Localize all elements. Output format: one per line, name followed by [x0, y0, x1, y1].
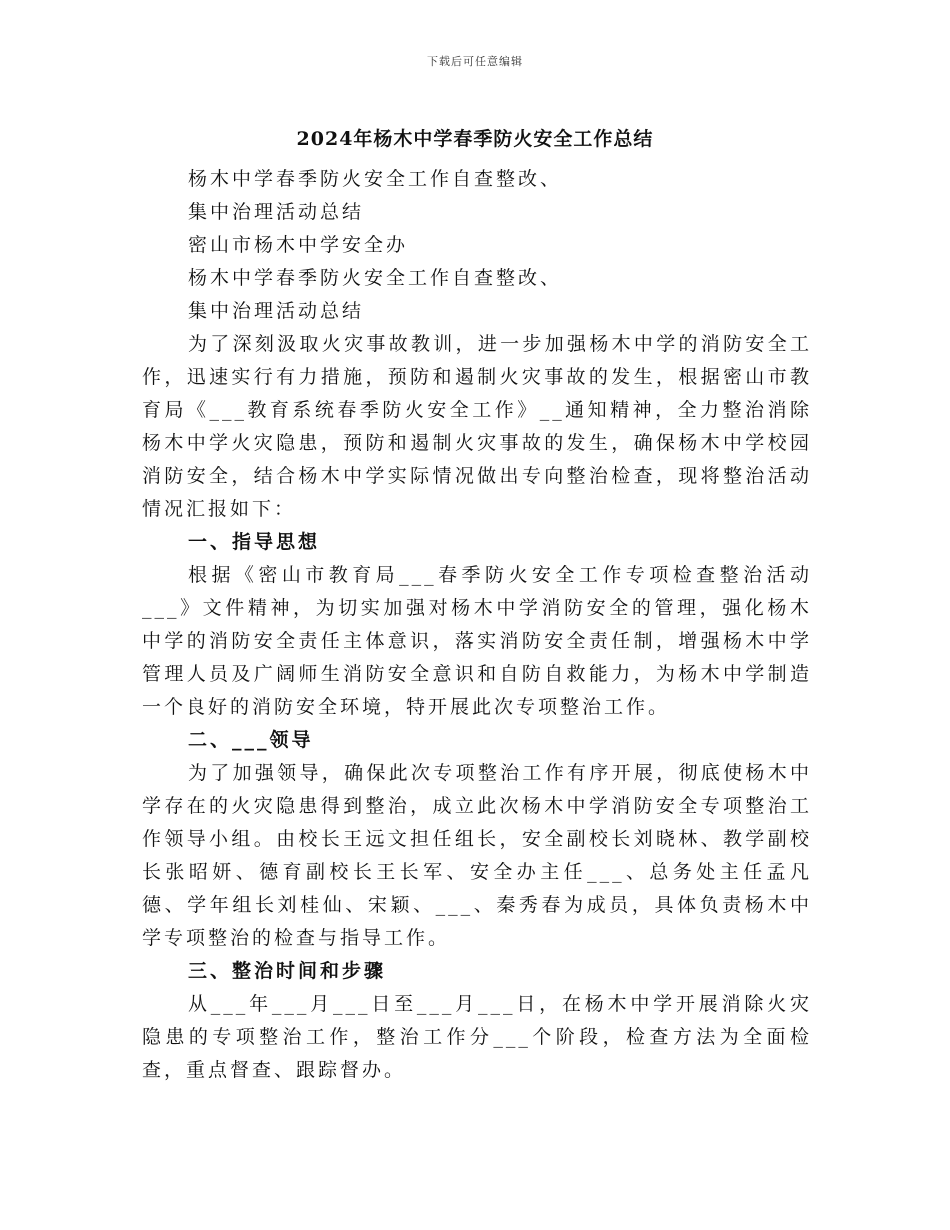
body-paragraph: 根据《密山市教育局___春季防火安全工作专项检查整治活动___》文件精神，为切实加强对杨木中学消防安全的管理，强化杨木中学的消防安全责任主体意识，落实消防安全责任制，增强杨木中学管理人员及广阔师生消防安全意识和自防自救能力，为杨木中学制造一个良好的消防安全环境，特开展此次专项整治工作。 — [142, 564, 812, 718]
section-heading: 二、___领导 — [188, 729, 314, 751]
body-paragraph: 杨木中学春季防火安全工作自查整改、 — [188, 168, 563, 190]
body-paragraph: 为了加强领导，确保此次专项整治工作有序开展，彻底使杨木中学存在的火灾隐患得到整治，成立此次杨木中学消防安全专项整治工作领导小组。由校长王远文担任组长，安全副校长刘晓林、教学副校长张昭妍、德育副校长王长军、安全办主任___、总务处主任孟凡德、学年组长刘桂仙、宋颖、___、秦秀春为成员，具体负责杨木中学专项整治的检查与指导工作。 — [142, 762, 812, 949]
section-heading: 三、整治时间和步骤 — [188, 960, 387, 982]
body-paragraph: 集中治理活动总结 — [188, 300, 365, 322]
section-heading: 一、指导思想 — [188, 531, 321, 553]
body-paragraph: 杨木中学春季防火安全工作自查整改、 — [188, 267, 563, 289]
body-paragraph: 为了深刻汲取火灾事故教训，进一步加强杨木中学的消防安全工作，迅速实行有力措施，预防和遏制火灾事故的发生，根据密山市教育局《___教育系统春季防火安全工作》__通知精神，全力整治消除杨木中学火灾隐患，预防和遏制火灾事故的发生，确保杨木中学校园消防安全，结合杨木中学实际情况做出专向整治检查，现将整治活动情况汇报如下： — [142, 333, 812, 520]
header-note: 下载后可任意编辑 — [427, 55, 523, 68]
document-body — [142, 163, 812, 1087]
body-paragraph: 密山市杨木中学安全办 — [188, 234, 409, 256]
body-paragraph: 集中治理活动总结 — [188, 201, 365, 223]
document-title: 2024年杨木中学春季防火安全工作总结 — [296, 128, 654, 150]
body-paragraph: 从___年___月___日至___月___日，在杨木中学开展消除火灾隐患的专项整治工作，整治工作分___个阶段，检查方法为全面检查，重点督查、跟踪督办。 — [142, 993, 812, 1081]
